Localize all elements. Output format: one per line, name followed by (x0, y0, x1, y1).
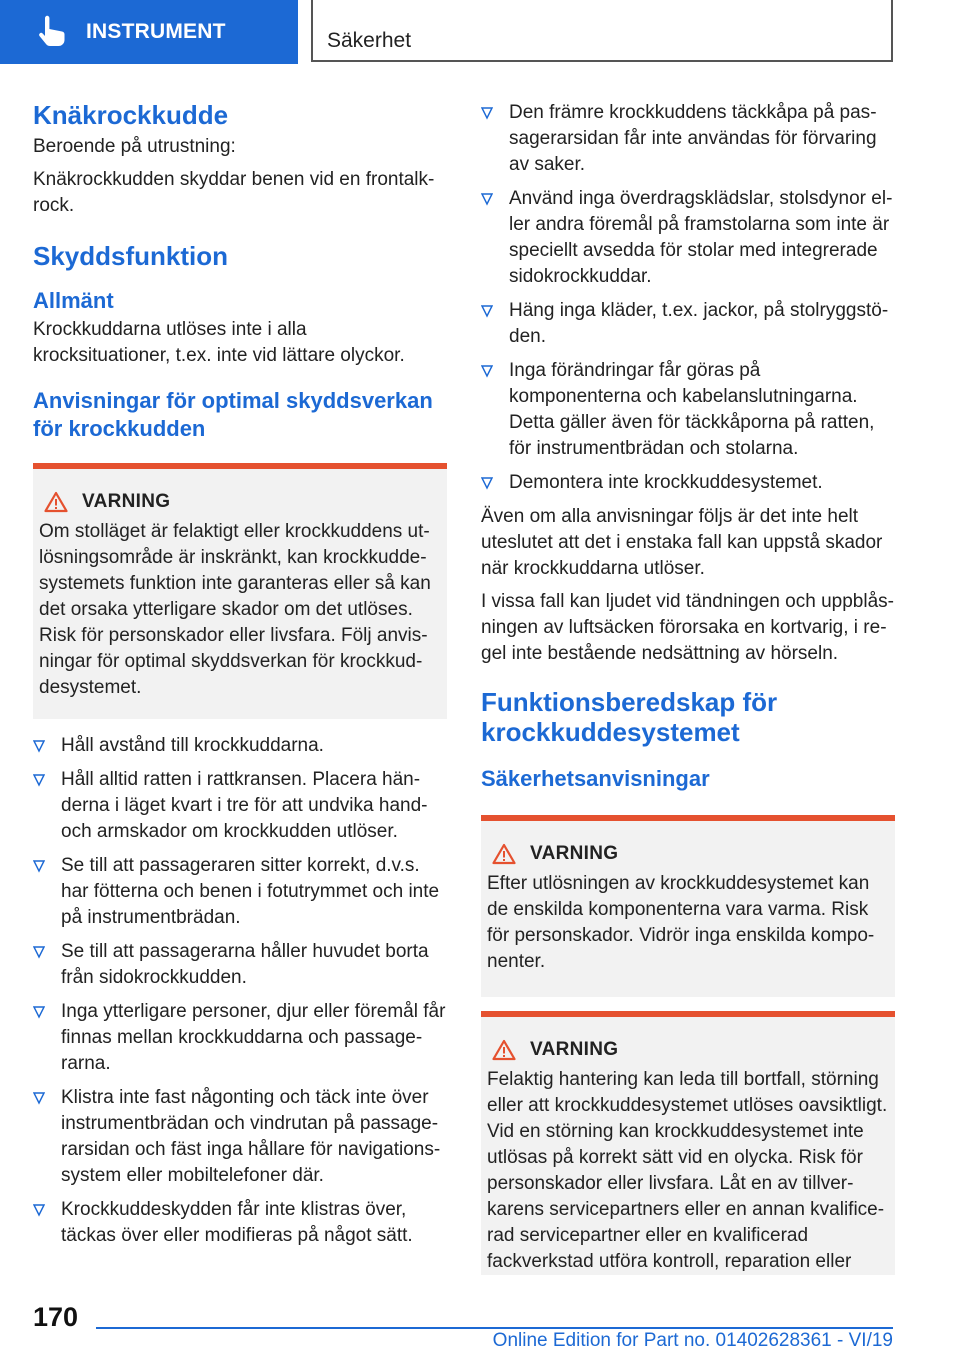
warning-triangle-icon (492, 843, 516, 865)
warning-triangle-icon (44, 491, 68, 513)
heading-general: Allmänt (33, 288, 114, 313)
triangle-bullet-icon (33, 1086, 47, 1110)
text-general: Krockkuddarna utlöses inte i alla krocksituationer, t.ex. inte vid lättare olyckor. (33, 319, 405, 366)
heading-protective-function: Skyddsfunktion (33, 241, 229, 271)
pointing-hand-icon (36, 15, 70, 49)
triangle-bullet-icon (481, 359, 495, 383)
warning-text: Felaktig hantering kan leda till bortfall, störning eller att krockkuddesystemet utlöses oavsiktligt. Vid en störning kan krockkuddesystemet inte utlösas på korrekt sätt vid en olycka. Risk för personskador eller livsfara. Låt en av tillverkarens servicepartners eller en annan kvalificerad servicepartner eller en kvalificerad fackverkstad utföra kontroll, reparation eller (487, 1069, 888, 1272)
edition-note: Online Edition for Part no. 01402628361 - VI/19 (492, 1330, 893, 1351)
left-column (33, 100, 447, 1257)
text-equipment-note: Beroende på utrustning: (33, 136, 236, 157)
warning-text: Om stolläget är felaktigt eller krockkuddens utlösningsområde är inskränkt, kan krockkuddesystemets funktion inte garanteras eller så kan det orsaka ytterligare skador om det utlöses. Risk för personskador eller livsfara. Följ anvisningar för optimal skyddsverkan för krockkuddesystemet. (39, 521, 431, 698)
warning-box (33, 463, 447, 719)
text-hearing: I vissa fall kan ljudet vid tändningen och uppblåsningen av luftsäcken förorsaka en kortvarig, i regel inte bestående nedsättning av hörseln. (481, 591, 894, 664)
list-item: Demontera inte krockkuddesystemet. (481, 470, 895, 496)
triangle-bullet-icon (481, 471, 495, 495)
heading-instructions: Anvisningar för optimal skyddsverkan för krockkudden (33, 388, 433, 441)
right-column (481, 100, 895, 1289)
text-knee-airbag: Knäkrockkudden skyddar benen vid en frontalkrock. (33, 169, 435, 216)
instruction-list (33, 733, 447, 1249)
list-item: Häng inga kläder, t.ex. jackor, på stolryggstöden. (481, 298, 895, 350)
triangle-bullet-icon (33, 768, 47, 792)
triangle-bullet-icon (33, 734, 47, 758)
warning-title: VARNING (530, 1039, 619, 1060)
section-tab-instrument[interactable] (0, 0, 298, 64)
chapter-title: Säkerhet (327, 29, 412, 52)
list-item: Använd inga överdragsklädslar, stolsdynor eller andra föremål på framstolarna som inte är speciellt avsedda för stolar med integrerade sidokrockkuddar. (481, 186, 895, 290)
triangle-bullet-icon (33, 854, 47, 878)
triangle-bullet-icon (33, 1198, 47, 1222)
warning-box (481, 1011, 895, 1275)
section-tab-label: INSTRUMENT (86, 20, 226, 43)
list-item: Inga ytterligare personer, djur eller föremål får finnas mellan krockkuddarna och passagerarna. (33, 999, 447, 1077)
list-item: Håll alltid ratten i rattkransen. Placera händerna i läget kvart i tre för att undvika hand- och armskador om krockkudden utlöser. (33, 767, 447, 845)
triangle-bullet-icon (33, 940, 47, 964)
footer-divider (96, 1327, 893, 1329)
text-residual-risk: Även om alla anvisningar följs är det inte helt uteslutet att det i enstaka fall kan uppstå skador när krockkuddarna utlöser. (481, 506, 883, 579)
heading-safety-notes: Säkerhetsanvisningar (481, 766, 710, 791)
triangle-bullet-icon (481, 101, 495, 125)
chapter-header (311, 0, 893, 62)
list-item: Se till att passagerarna håller huvudet borta från sidokrockkudden. (33, 939, 447, 991)
warning-text: Efter utlösningen av krockkuddesystemet kan de enskilda komponenterna vara varma. Risk för personskador. Vidrör inga enskilda komponenter. (487, 873, 875, 972)
list-item: Inga förändringar får göras på komponenterna och kabelanslutningarna. Detta gäller även för täckkåporna på ratten, för instrumentbrädan och stolarna. (481, 358, 895, 462)
triangle-bullet-icon (481, 187, 495, 211)
list-item: Klistra inte fast någonting och täck inte över instrumentbrädan och vindrutan på passagerarsidan och fäst inga hållare för navigationssystem eller mobiltelefoner där. (33, 1085, 447, 1189)
triangle-bullet-icon (481, 299, 495, 323)
page-number: 170 (33, 1302, 79, 1332)
list-item: Se till att passageraren sitter korrekt, d.v.s. har fötterna och benen i fotutrymmet och inte på instrumentbrädan. (33, 853, 447, 931)
list-item: Krockkuddeskydden får inte klistras över, täckas över eller modifieras på något sätt. (33, 1197, 447, 1249)
list-item: Håll avstånd till krockkuddarna. (33, 733, 447, 759)
list-item: Den främre krockkuddens täckkåpa på passagerarsidan får inte användas för förvaring av saker. (481, 100, 895, 178)
warning-box (481, 815, 895, 997)
heading-knee-airbag: Knäkrockkudde (33, 100, 229, 130)
heading-readiness: Funktionsberedskap för krockkuddesystemet (481, 687, 778, 747)
warning-triangle-icon (492, 1039, 516, 1061)
triangle-bullet-icon (33, 1000, 47, 1024)
instruction-list-continued (481, 100, 895, 496)
warning-title: VARNING (530, 843, 619, 864)
warning-title: VARNING (82, 491, 171, 512)
